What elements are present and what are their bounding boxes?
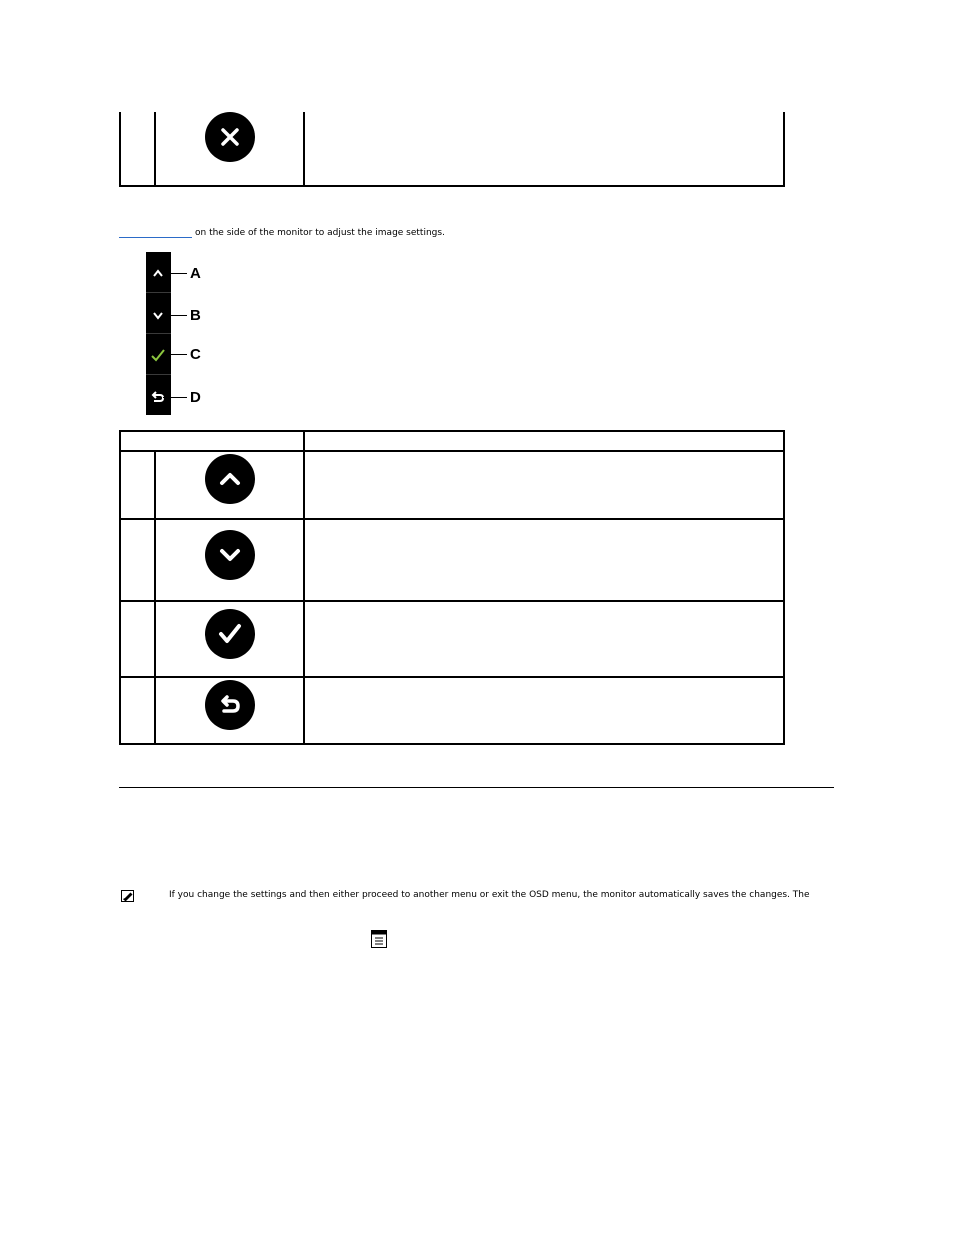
panel-divider bbox=[146, 292, 171, 293]
monitor-side-button-panel bbox=[146, 252, 171, 415]
close-icon bbox=[215, 122, 245, 152]
back-button-image bbox=[205, 680, 255, 730]
ok-button-image bbox=[205, 609, 255, 659]
callout-line-b bbox=[163, 315, 187, 316]
table-header-bottom bbox=[121, 450, 783, 452]
note-pencil-icon bbox=[121, 890, 134, 902]
callout-line-d bbox=[163, 397, 187, 398]
table-row-separator bbox=[121, 676, 783, 678]
down-button-image bbox=[205, 530, 255, 580]
section-divider bbox=[119, 787, 834, 788]
menu-icon bbox=[371, 930, 387, 948]
intro-link[interactable] bbox=[119, 237, 192, 238]
button-description-table bbox=[119, 430, 785, 745]
table-row-separator bbox=[121, 600, 783, 602]
note-text: If you change the settings and then either proceed to another menu or exit the OSD menu, the monitor automatically saves the changes. The bbox=[169, 890, 810, 900]
back-arrow-icon bbox=[215, 690, 245, 720]
panel-divider bbox=[146, 333, 171, 334]
chevron-up-icon bbox=[215, 464, 245, 494]
close-button-image bbox=[205, 112, 255, 162]
top-table bbox=[119, 112, 785, 187]
callout-letter-a: A bbox=[190, 265, 201, 282]
callout-line-a bbox=[163, 273, 187, 274]
callout-line-c bbox=[163, 354, 187, 355]
callout-letter-d: D bbox=[190, 389, 201, 406]
chevron-down-icon bbox=[151, 309, 165, 323]
table-col-divider-1 bbox=[154, 452, 156, 743]
table-header-col1 bbox=[121, 432, 303, 450]
table-row-separator bbox=[121, 518, 783, 520]
up-button-image bbox=[205, 454, 255, 504]
intro-text: on the side of the monitor to adjust the image settings. bbox=[195, 228, 445, 238]
table-header-col2 bbox=[305, 432, 783, 450]
table-col-divider-2 bbox=[303, 432, 305, 743]
panel-divider bbox=[146, 374, 171, 375]
top-table-divider-2 bbox=[303, 112, 305, 185]
check-icon bbox=[215, 619, 245, 649]
callout-letter-b: B bbox=[190, 307, 201, 324]
top-table-divider-1 bbox=[154, 112, 156, 185]
chevron-down-icon bbox=[215, 540, 245, 570]
callout-letter-c: C bbox=[190, 346, 201, 363]
check-icon bbox=[151, 348, 165, 362]
